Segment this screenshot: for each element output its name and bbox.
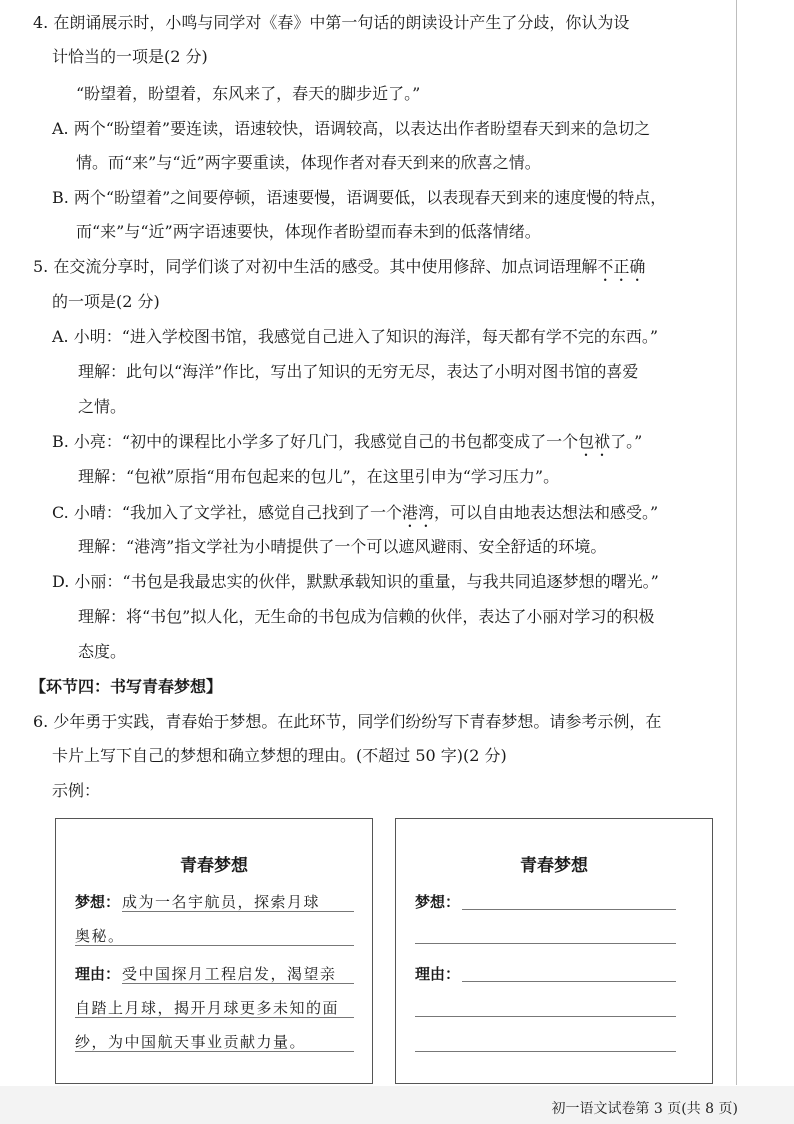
q6-stem-line1: 6. 少年勇于实践，青春始于梦想。在此环节，同学们纷纷写下青春梦想。请参考示例，在 xyxy=(33,712,662,731)
example-reason-text-line1: 受中国探月工程启发，渴望亲 xyxy=(122,965,337,983)
blank-reason-line-3[interactable] xyxy=(415,1051,676,1052)
q5-option-c-emphasized: 港湾 xyxy=(402,503,435,522)
q5-emphasized-text: 不正确 xyxy=(597,257,646,276)
example-reason-text-line3: 纱，为中国航天事业贡献力量。 xyxy=(75,1033,307,1051)
page-footer: 初一语文试卷第 3 页(共 8 页) xyxy=(551,1101,738,1117)
q4-stem-line1: 4. 在朗诵展示时，小鸣与同学对《春》中第一句话的朗读设计产生了分歧，你认为设 xyxy=(33,13,630,32)
q5-option-c-line2: 理解：“港湾”指文学社为小晴提供了一个可以遮风避雨、安全舒适的环境。 xyxy=(78,537,607,556)
q5-option-a-line1: A. 小明：“进入学校图书馆，我感觉自己进入了知识的海洋，每天都有学不完的东西。” xyxy=(52,327,659,346)
q5-option-d-line2: 理解：将“书包”拟人化，无生命的书包成为信赖的伙伴，表达了小丽对学习的积极 xyxy=(78,607,655,626)
example-dream-underline-1 xyxy=(122,911,354,912)
blank-dream-line-2[interactable] xyxy=(415,943,676,944)
blank-dream-line-1[interactable] xyxy=(462,909,676,910)
example-card-title: 青春梦想 xyxy=(180,856,248,876)
example-reason-underline-2 xyxy=(75,1017,354,1018)
example-reason-underline-1 xyxy=(122,983,354,984)
blank-reason-line-2[interactable] xyxy=(415,1016,676,1017)
example-dream-card xyxy=(55,818,373,1084)
blank-dream-label: 梦想： xyxy=(415,893,461,911)
example-dream-text-line1: 成为一名宇航员，探索月球 xyxy=(122,893,321,911)
q5-option-b-line2: 理解：“包袱”原指“用布包起来的包儿”，在这里引申为“学习压力”。 xyxy=(78,467,560,486)
q5-option-b-emphasized: 包袱 xyxy=(578,432,611,451)
blank-card-title: 青春梦想 xyxy=(520,856,588,876)
q5-option-c-text-end: ，可以自由地表达想法和感受。” xyxy=(434,503,659,522)
q5-option-a-line3: 之情。 xyxy=(78,397,127,416)
q5-option-c-line1 xyxy=(52,503,658,531)
q5-stem-text: 5. 在交流分享时，同学们谈了对初中生活的感受。其中使用修辞、加点词语理解 xyxy=(33,257,598,276)
example-dream-text-line2: 奥秘。 xyxy=(75,927,125,945)
q5-stem-line2: 的一项是(2 分) xyxy=(52,292,160,311)
q5-option-b-text-end: 了。” xyxy=(610,432,643,451)
blank-dream-card xyxy=(395,818,713,1084)
q5-option-d-line1: D. 小丽：“书包是我最忠实的伙伴，默默承载知识的重量，与我共同追逐梦想的曙光。” xyxy=(52,572,659,591)
q4-quote: “盼望着，盼望着，东风来了，春天的脚步近了。” xyxy=(76,84,421,103)
q5-option-b-line1 xyxy=(52,432,642,460)
q5-option-a-line2: 理解：此句以“海洋”作比，写出了知识的无穷无尽，表达了小明对图书馆的喜爱 xyxy=(78,362,639,381)
q4-option-a-line2: 情。而“来”与“近”两字要重读，体现作者对春天到来的欣喜之情。 xyxy=(76,153,541,172)
example-reason-label: 理由： xyxy=(75,965,121,983)
q4-option-b-line2: 而“来”与“近”两字语速要快，体现作者盼望而春未到的低落情绪。 xyxy=(76,222,541,241)
q5-option-c-text: C. 小晴：“我加入了文学社，感觉自己找到了一个 xyxy=(52,503,403,522)
q6-stem-line2: 卡片上写下自己的梦想和确立梦想的理由。(不超过 50 字)(2 分) xyxy=(52,746,507,765)
page-margin-line xyxy=(736,0,737,1085)
q5-option-b-text: B. 小亮：“初中的课程比小学多了好几门，我感觉自己的书包都变成了一个 xyxy=(52,432,579,451)
example-dream-underline-2 xyxy=(75,945,354,946)
example-reason-text-line2: 自踏上月球，揭开月球更多未知的面 xyxy=(75,999,340,1017)
q6-example-label: 示例： xyxy=(52,781,101,800)
q5-stem-line1 xyxy=(33,257,645,285)
q4-stem-line2: 计恰当的一项是(2 分) xyxy=(52,47,208,66)
example-dream-label: 梦想： xyxy=(75,893,121,911)
section-heading: 【环节四：书写青春梦想】 xyxy=(30,677,223,696)
blank-reason-label: 理由： xyxy=(415,965,461,983)
q4-option-a-line1: A. 两个“盼望着”要连读，语速较快，语调较高，以表达出作者盼望春天到来的急切之 xyxy=(52,119,651,138)
example-reason-underline-3 xyxy=(75,1051,354,1052)
blank-reason-line-1[interactable] xyxy=(462,981,676,982)
q5-option-d-line3: 态度。 xyxy=(78,642,127,661)
q4-option-b-line1: B. 两个“盼望着”之间要停顿，语速要慢，语调要低，以表现春天到来的速度慢的特点， xyxy=(52,188,667,207)
